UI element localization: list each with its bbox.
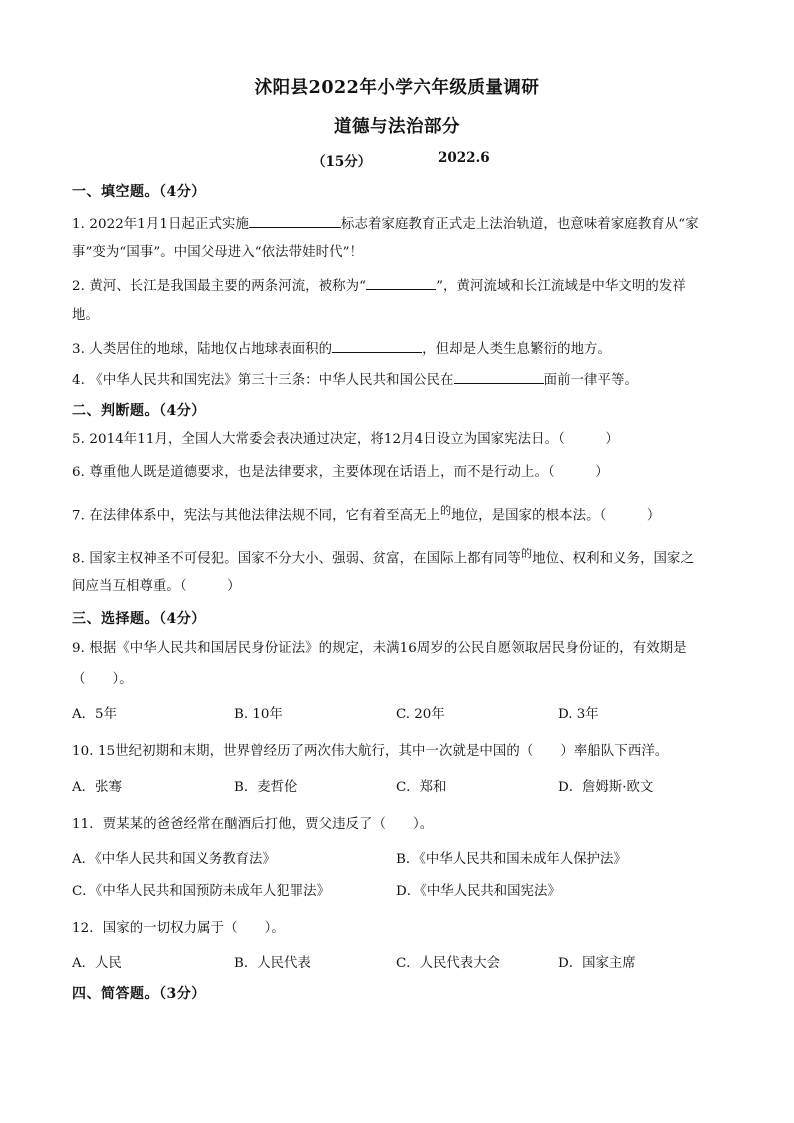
question-5: 5. 2014年11月，全国人大常委会表决通过决定，将12月4日设立为国家宪法日。（ ）: [72, 432, 619, 447]
question-4: [72, 370, 638, 390]
question-3: [72, 339, 611, 359]
question-7: [72, 502, 660, 525]
q11-option-c[interactable]: C．《中华人民共和国预防未成年人犯罪法》: [72, 884, 330, 899]
q10-option-a[interactable]: A．张骞: [72, 780, 122, 795]
q2-text-b: ”，黄河流域和长江流域是中华文明的发祥: [436, 279, 686, 294]
question-9-line-1: 9. 根据《中华人民共和国居民身份证法》的规定，未满16周岁的公民自愿领取居民身份证的，有效期是: [72, 641, 687, 656]
exam-subtitle: 道德与法治部分: [334, 117, 460, 137]
q1-text-a: 1. 2022年1月1日起正式实施: [72, 217, 249, 232]
q3-answer-blank[interactable]: [332, 339, 422, 353]
q3-text-a: 3. 人类居住的地球，陆地仅占地球表面积的: [72, 342, 333, 357]
question-12: 12．国家的一切权力属于（ ）。: [72, 921, 285, 936]
q8-text-b: 地位、权利和义务，国家之: [532, 551, 695, 567]
question-2-line-1: [72, 276, 686, 296]
q4-text-b: 面前一律平等。: [543, 373, 639, 388]
q11-option-d[interactable]: D．《中华人民共和国宪法》: [396, 884, 561, 899]
q1-text-b: 标志着家庭教育正式走上法治轨道，也意味着家庭教育从“家: [340, 217, 699, 232]
q11-option-a[interactable]: A．《中华人民共和国义务教育法》: [72, 852, 276, 867]
q10-option-d[interactable]: D．詹姆斯·欧文: [558, 780, 654, 795]
q9-option-d[interactable]: D. 3年: [558, 707, 599, 722]
question-2-line-2: 地。: [72, 308, 99, 323]
q10-option-c[interactable]: C．郑和: [396, 780, 447, 795]
q12-option-a[interactable]: A．人民: [72, 956, 122, 971]
section-multiple-choice: 三、选择题。（4分）: [72, 611, 206, 627]
exam-date: 2022.6: [438, 150, 490, 166]
section-short-answer: 四、简答题。（3分）: [72, 986, 206, 1002]
question-10: 10. 15世纪初期和末期，世界曾经历了两次伟大航行，其中一次就是中国的（ ）率船队下西洋。: [72, 744, 669, 759]
q7-text-a: 7. 在法律体系中，宪法与其他法律法规不同，它有着至高无上: [72, 508, 441, 524]
question-8-line-2: 间应当互相尊重。（ ）: [72, 579, 241, 594]
q12-option-d[interactable]: D．国家主席: [558, 956, 636, 971]
q2-text-a: 2. 黄河、长江是我国最主要的两条河流，被称为“: [72, 279, 367, 294]
exam-title: 沭阳县2022年小学六年级质量调研: [254, 78, 540, 98]
question-11: 11．贾某某的爸爸经常在酗酒后打他，贾父违反了（ ）。: [72, 817, 434, 832]
q9-option-b[interactable]: B. 10年: [234, 707, 283, 722]
q4-text-a: 4. 《中华人民共和国宪法》第三十三条：中华人民共和国公民在: [72, 373, 454, 388]
q12-option-b[interactable]: B．人民代表: [234, 956, 311, 971]
q8-text-a: 8. 国家主权神圣不可侵犯。国家不分大小、强弱、贫富，在国际上都有同等: [72, 551, 522, 567]
q9-option-c[interactable]: C. 20年: [396, 707, 445, 722]
question-1-line-2: 事”变为“国事”。中国父母进入“依法带娃时代”！: [72, 245, 364, 260]
q3-text-b: ，但却是人类生息繁衍的地方。: [422, 342, 612, 357]
q10-option-b[interactable]: B．麦哲伦: [234, 780, 298, 795]
section-true-false: 二、判断题。（4分）: [72, 403, 206, 419]
q4-answer-blank[interactable]: [454, 370, 544, 384]
q2-answer-blank[interactable]: [366, 276, 436, 290]
q1-answer-blank[interactable]: [249, 214, 341, 228]
q7-text-b: 地位，是国家的根本法。（ ）: [451, 508, 661, 524]
section-fill-blank: 一、填空题。（4分）: [72, 184, 206, 200]
question-1-line-1: [72, 214, 699, 234]
question-6: 6. 尊重他人既是道德要求，也是法律要求，主要体现在话语上，而不是行动上。（ ）: [72, 465, 609, 480]
q9-option-a[interactable]: A．5年: [72, 707, 117, 722]
question-8-line-1: [72, 545, 694, 568]
q8-superscript: 的: [521, 547, 533, 560]
q7-superscript: 的: [440, 504, 452, 517]
q12-option-c[interactable]: C．人民代表大会: [396, 956, 500, 971]
q11-option-b[interactable]: B．《中华人民共和国未成年人保护法》: [396, 852, 627, 867]
total-score: （15分）: [312, 154, 372, 170]
question-9-line-2: （ ）。: [72, 672, 133, 687]
